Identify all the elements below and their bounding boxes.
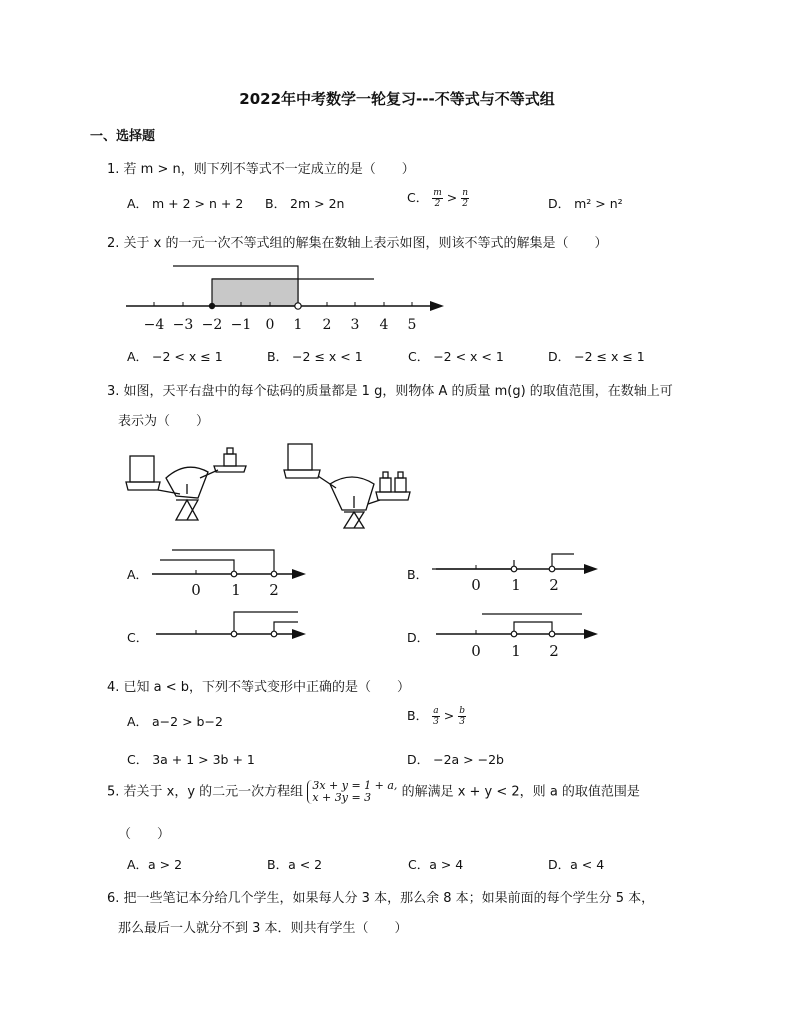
question-6-line1: 6. 把一些笔记本分给几个学生，如果每人分 3 本，那么余 8 本；如果前面的每个学生分 5 本， [107, 891, 655, 906]
question-3-option-d-number-line [432, 606, 600, 664]
axis-arrow [430, 301, 444, 311]
balance-scale-1 [118, 438, 258, 522]
right-pan [376, 492, 410, 500]
closed-point-minus-2 [209, 303, 215, 309]
open-point-2 [549, 566, 555, 572]
fraction-a-over-3 [432, 706, 440, 727]
tick-label: 0 [471, 576, 481, 594]
question-3-option-a-label: A． [127, 567, 149, 582]
question-3-option-d-label: D． [407, 630, 430, 645]
tick-label: 1 [511, 576, 521, 594]
question-3-stem-line2: 表示为（ ） [118, 414, 210, 429]
open-point-2 [271, 571, 277, 577]
lower-bracket-line [160, 560, 234, 574]
tick-label: 4 [379, 317, 389, 333]
number-line-figure-q2 [118, 258, 448, 338]
equation-1: 3x + y = 1 + a, [312, 779, 398, 792]
question-1-stem: 1. 若 m > n，则下列不等式不一定成立的是（ ） [107, 162, 415, 177]
tick-label: 0 [471, 642, 481, 660]
question-2-option-a: A． −2 < x ≤ 1 [127, 349, 223, 364]
fraction-b-over-3 [458, 706, 466, 727]
weight-2 [395, 478, 406, 492]
question-2-option-b: B． −2 ≤ x < 1 [267, 349, 363, 364]
tick-label: 1 [511, 642, 521, 660]
tick-label: −3 [172, 317, 194, 333]
question-3-option-c-label: C． [127, 630, 149, 645]
question-4-option-b [407, 706, 466, 727]
stem-prefix: 5. 若关于 x，y 的二元一次方程组 [107, 784, 304, 800]
option-b-label: B． [407, 708, 429, 723]
open-point-1 [511, 631, 517, 637]
section-heading: 一、选择题 [90, 129, 156, 144]
page-title: 2022年中考数学一轮复习---不等式与不等式组 [239, 90, 555, 108]
question-5-stem-line2: （ ） [118, 827, 171, 842]
question-4-option-a: A． a−2 > b−2 [127, 714, 223, 729]
tick-label: 1 [293, 317, 303, 333]
question-1-option-a: A． m + 2 > n + 2 [127, 196, 244, 211]
frac-num: b [459, 706, 466, 716]
upper-bracket-line [172, 550, 274, 574]
question-4-option-c: C． 3a + 1 > 3b + 1 [127, 752, 255, 767]
left-pan [284, 470, 320, 478]
question-5-stem-line1 [107, 780, 640, 804]
left-arm [158, 490, 180, 494]
frac-den: 2 [462, 199, 468, 209]
question-1-option-c [407, 188, 469, 209]
open-point-2 [549, 631, 555, 637]
tick-label: 2 [549, 576, 559, 594]
tick-label: −1 [230, 317, 252, 333]
frac-num: m [433, 188, 442, 198]
question-3-option-b-label: B． [407, 567, 429, 582]
question-5-option-b: B．a < 2 [267, 857, 323, 872]
question-4-option-d: D． −2a > −2b [407, 752, 504, 767]
frac-den: 2 [434, 199, 441, 209]
question-2-option-c: C． −2 < x < 1 [408, 349, 504, 364]
open-point-1 [231, 571, 237, 577]
tick-label: 1 [231, 581, 241, 599]
tick-label: 0 [191, 581, 201, 599]
question-5-option-d: D．a < 4 [548, 857, 605, 872]
object-box [288, 444, 312, 470]
open-point-2 [271, 631, 277, 637]
frac-num: n [462, 188, 469, 198]
base-stand [344, 512, 364, 528]
question-3-option-c-number-line [152, 606, 308, 648]
tick-label: 3 [350, 317, 360, 333]
right-ray-line [552, 554, 574, 569]
tick-label: 2 [322, 317, 332, 333]
question-3-option-a-number-line [152, 540, 308, 602]
balance-scale-2 [282, 440, 422, 530]
tick-label: −4 [143, 317, 165, 333]
axis-arrow [584, 629, 598, 639]
question-5-option-c: C．a > 4 [408, 857, 464, 872]
weight-1 [380, 478, 391, 492]
question-3-option-b-number-line [432, 540, 600, 602]
weight-1-knob [383, 472, 388, 478]
object-box [130, 456, 154, 482]
question-4-stem: 4. 已知 a < b，下列不等式变形中正确的是（ ） [107, 680, 411, 695]
frac-num: a [433, 706, 439, 716]
solution-region [212, 279, 298, 306]
open-point-1 [231, 631, 237, 637]
frac-den: 3 [433, 717, 439, 727]
fraction-n-over-2 [461, 188, 469, 209]
axis-arrow [292, 629, 306, 639]
question-1-option-b: B． 2m > 2n [265, 196, 345, 211]
axis-arrow [584, 564, 598, 574]
question-6-line2: 那么最后一人就分不到 3 本．则共有学生（ ） [118, 921, 408, 936]
left-pan [126, 482, 160, 490]
right-pan [214, 466, 246, 472]
tick-label: 2 [269, 581, 279, 599]
question-2-stem: 2. 关于 x 的一元一次不等式组的解集在数轴上表示如图，则该不等式的解集是（ ） [107, 236, 608, 251]
weight [224, 454, 236, 466]
option-c-label: C． [407, 190, 429, 205]
weight-2-knob [398, 472, 403, 478]
base-stand [176, 500, 198, 520]
tick-label: 2 [549, 642, 559, 660]
gt-sign: > [443, 708, 455, 723]
tick-label: 5 [407, 317, 417, 333]
gt-sign: > [446, 190, 458, 205]
upper-ray-line [234, 612, 298, 634]
question-2-option-d: D． −2 ≤ x ≤ 1 [548, 349, 645, 364]
weight-knob [227, 448, 233, 454]
equation-2: x + 3y = 3 [312, 791, 372, 804]
question-5-option-a: A．a > 2 [127, 857, 183, 872]
question-3-stem-line1: 3. 如图，天平右盘中的每个砝码的质量都是 1 g，则物体 A 的质量 m(g) 的取值范围，在数轴上可 [107, 384, 673, 399]
open-point-1 [511, 566, 517, 572]
tick-label: −2 [201, 317, 223, 333]
bracket-1-to-2 [514, 622, 552, 634]
fraction-m-over-2 [432, 188, 443, 209]
tick-label: 0 [265, 317, 275, 333]
equation-system [307, 780, 397, 804]
frac-den: 3 [459, 717, 465, 727]
stem-suffix: 的解满足 x + y < 2，则 a 的取值范围是 [401, 784, 640, 800]
axis-arrow [292, 569, 306, 579]
question-1-option-d: D． m² > n² [548, 196, 623, 211]
open-point-1 [295, 303, 301, 309]
dial [330, 477, 374, 510]
